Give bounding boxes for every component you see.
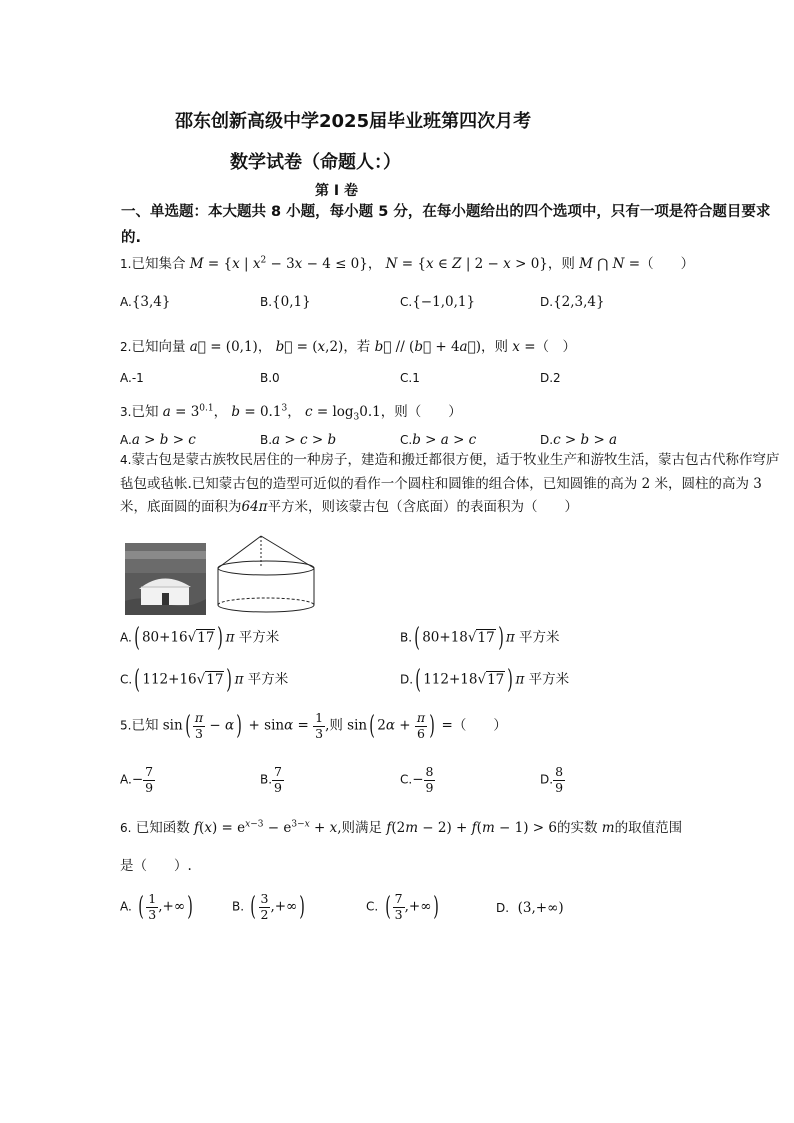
option-3a[interactable]: A.a > b > c bbox=[120, 432, 196, 448]
question-6: 6. 已知函数 $f(x) = e^{x-3} - e^{3-x} + x$,则满足 f(2m − 2) + f(m − 1) > 6的实数 m的取值范围 bbox=[120, 819, 683, 836]
question-2: 2.已知向量 a⃗ = (0,1)， b⃗ = (x,2)，若 b⃗ // (b⃗ + 4a⃗)，则 x =（ ） bbox=[120, 339, 577, 355]
option-4b[interactable]: B.( 80+18√17 ) π 平方米 bbox=[400, 623, 560, 653]
option-5c[interactable]: C.− $\frac{8}{9}$ bbox=[400, 764, 434, 795]
question-5: 5.已知 sin( $\frac{\pi}{3}$ − α) + sinα = $\frac{1}{3}$ ,则 sin( 2α + $\frac{\pi}{6}$ ) =（ ） bbox=[120, 710, 507, 741]
option-6b[interactable]: B. ( $\frac{3}{2}$ ,+∞) bbox=[232, 891, 306, 922]
option-3d[interactable]: D.c > b > a bbox=[540, 432, 618, 448]
option-1b[interactable]: B.{0,1} bbox=[260, 294, 311, 310]
option-2b[interactable]: B.0 bbox=[260, 371, 280, 385]
section-heading: 一、单选题：本大题共 8 小题，每小题 5 分，在每小题给出的四个选项中，只有一项是符合题目要求的. bbox=[121, 204, 771, 246]
option-5d[interactable]: D. $\frac{8}{9}$ bbox=[540, 764, 564, 795]
option-5b[interactable]: B. $\frac{7}{9}$ bbox=[260, 764, 282, 795]
option-2d[interactable]: D.2 bbox=[540, 371, 561, 385]
option-5a[interactable]: A.− $\frac{7}{9}$ bbox=[120, 764, 154, 795]
option-4d[interactable]: D.( 112+18√17 ) π 平方米 bbox=[400, 665, 570, 695]
option-2c[interactable]: C.1 bbox=[400, 371, 420, 385]
question-6-continued: 是（ ）. bbox=[120, 858, 192, 874]
option-3b[interactable]: B.a > c > b bbox=[260, 432, 337, 448]
option-2a[interactable]: A.-1 bbox=[120, 371, 144, 385]
option-4a[interactable]: A.( 80+16√17 ) π 平方米 bbox=[120, 623, 280, 653]
option-1d[interactable]: D.{2,3,4} bbox=[540, 294, 605, 310]
option-6d[interactable]: D. (3,+∞) bbox=[496, 900, 564, 916]
exam-subtitle: 数学试卷（命题人：） bbox=[230, 152, 401, 173]
option-4c[interactable]: C.( 112+16√17 ) π 平方米 bbox=[120, 665, 289, 695]
option-1c[interactable]: C.{−1,0,1} bbox=[400, 294, 476, 310]
option-6c[interactable]: C. ( $\frac{7}{3}$ ,+∞) bbox=[366, 891, 440, 922]
yurt-photo bbox=[125, 543, 206, 615]
cone-cylinder-diagram bbox=[214, 535, 320, 615]
question-3: 3.已知 $a = 3^{0.1}$， $b = 0.1^3$， $c = \log_30.1$，则（ ） bbox=[120, 403, 462, 423]
volume-label: 第 I 卷 bbox=[315, 183, 358, 199]
question-1: 1.已知集合 M = {x | $x^2 - 3x - 4 \le 0$}， N = {x ∈ Z | 2 − x > 0}，则 M ⋂ N =（ ） bbox=[120, 255, 695, 272]
option-3c[interactable]: C.b > a > c bbox=[400, 432, 477, 448]
exam-title: 邵东创新高级中学2025届毕业班第四次月考 bbox=[175, 111, 532, 132]
option-1a[interactable]: A.{3,4} bbox=[120, 294, 171, 310]
question-4: 4.蒙古包是蒙古族牧民居住的一种房子，建造和搬迁都很方便，适于牧业生产和游牧生活，蒙古包古代称作穹庐毡包或毡帐.已知蒙古包的造型可近似的看作一个圆柱和圆锥的组合体，已知圆锥的高为 2 米，圆柱的高为 3 米，底面圆的面积为64π平方米，则该蒙古包（含底面）的表面积为（ ） bbox=[120, 452, 780, 515]
question-number: 1. bbox=[120, 257, 132, 271]
option-6a[interactable]: A. ( $\frac{1}{3}$ ,+∞) bbox=[120, 891, 193, 922]
